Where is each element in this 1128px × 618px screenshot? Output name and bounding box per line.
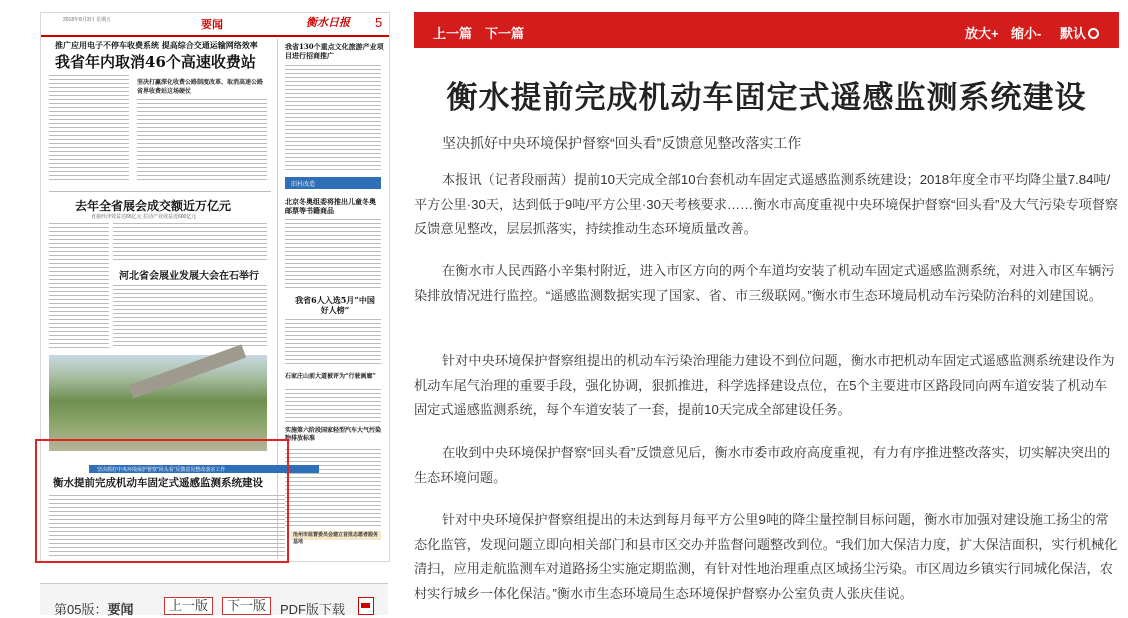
article-paragraph: 在收到中央环境保护督察“回头看”反馈意见后，衡水市委市政府高度重视，有力有序推进整改落实，切实解决突出的生态环境问题。 <box>414 445 1111 485</box>
article-paragraph: 本报讯（记者段丽茜）提前10天完成全部10台套机动车固定式遥感监测系统建设；2018年度全市平均降尘量7.84吨/平方公里·30天，达到低于9吨/平方公里·30天考核要求……衡水市高度重视中央环境保护督察“回头看”及大气污染专项督察反馈意见整改，层层抓落实，持续推动生态环境质量改善。 <box>414 172 1119 236</box>
thumb-headline[interactable]: 石家庄山前大道被评为“行驶画廊” <box>285 373 376 380</box>
thumb-text-block <box>285 449 381 529</box>
pdf-download-link[interactable]: PDF版下载 <box>280 602 346 617</box>
page-nav-footer <box>40 583 388 615</box>
next-page-button[interactable]: 下一版 <box>222 597 271 615</box>
thumb-subheadline: 直接经济效益达65亿元 拉动产业效益近600亿元 <box>91 214 197 220</box>
thumb-text-block <box>285 65 381 173</box>
masthead-logo: 衡水日报 <box>306 17 350 29</box>
pdf-icon[interactable] <box>358 597 374 615</box>
thumb-headline[interactable]: 北京冬奥组委将推出儿童冬奥邮票等书籍商品 <box>285 197 376 215</box>
thumb-headline[interactable]: 我省6人入选5月“中国好人榜” <box>295 295 375 315</box>
article-paragraph: 针对中央环境保护督察组提出的未达到每月每平方公里9吨的降尘量控制目标问题，衡水市加强对建设施工扬尘的常态化监管，发现问题立即向相关部门和县市区交办并监督问题整改到位。“我们加大保洁力度，扩大保洁面积，实行机械化清扫，应用走航监测车对道路扬尘实施定期监测，有针对性地治理重点区域扬尘污染。市区周边乡镇实行同城化保洁，农村实行城乡一体化保洁。”衡水市生态环境局生态环境保护督察办公室负责人张庆佳说。 <box>414 512 1118 601</box>
thumb-text-block <box>285 319 381 367</box>
thumb-headline[interactable]: 沧州市监督委员会建立首批志愿者服务基地 <box>293 532 379 545</box>
feature-banner: 旧村改造 <box>285 177 381 189</box>
thumb-text-block <box>49 75 129 183</box>
thumb-text-block <box>49 223 109 349</box>
thumb-text-block <box>113 223 267 263</box>
thumb-headline[interactable]: 实施第六阶段国家轻型汽车大气污染物排放标准 <box>285 427 382 442</box>
article-subtitle: 坚决抓好中央环境保护督察“回头看”反馈意见整改落实工作 <box>442 135 802 151</box>
zoom-in-button[interactable]: 放大+ <box>965 26 999 41</box>
page-section: 要闻 <box>107 602 134 617</box>
reset-circle-icon <box>1088 28 1099 39</box>
thumb-text-block <box>137 99 267 183</box>
next-article-link[interactable]: 下一篇 <box>485 26 525 41</box>
article-title: 衡水提前完成机动车固定式遥感监测系统建设 <box>446 80 1087 116</box>
highway-photo <box>49 355 267 451</box>
page-section-title: 要闻 <box>201 18 223 31</box>
thumb-headline[interactable]: 河北省会展业发展大会在石举行 <box>119 271 259 282</box>
thumb-text-block <box>285 219 381 289</box>
default-size-button[interactable]: 默认 <box>1060 23 1099 42</box>
thumb-text-block <box>113 285 267 349</box>
section-divider <box>49 191 271 192</box>
thumb-headline-selected[interactable]: 衡水提前完成机动车固定式遥感监测系统建设 <box>53 477 263 489</box>
thumb-headline[interactable]: 我省年内取消46个高速收费站 <box>55 53 256 71</box>
article-subtitle-band: 坚决抓好中央环境保护督察“回头看”反馈意见整改落实工作 <box>89 465 319 473</box>
page-number: 5 <box>375 15 383 30</box>
thumb-headline[interactable]: 我省130个重点文化旅游产业项目进行招商推广 <box>285 42 384 60</box>
thumb-headline[interactable]: 推广应用电子不停车收费系统 提高综合交通运输网络效率 <box>55 40 258 50</box>
article-paragraph: 在衡水市人民西路小辛集村附近，进入市区方向的两个车道均安装了机动车固定式遥感监测系统，对进入市区车辆污染排放情况进行监控。“遥感监测数据实现了国家、省、市三级联网。”衡水市生态环境局机动车污染防治科的刘建国说。 <box>414 263 1115 303</box>
page-date: 2018年8月3日 星期五 <box>63 17 112 23</box>
thumb-headline[interactable]: 坚决打赢深化收费公路制度改革、取消高速公路省界收费站这场硬仗 <box>137 80 264 95</box>
page-label: 第05版：要闻 <box>54 602 134 617</box>
prev-page-button[interactable]: 上一版 <box>164 597 213 615</box>
zoom-out-button[interactable]: 缩小- <box>1011 26 1042 41</box>
article-toolbar <box>414 12 1119 48</box>
article-paragraph: 针对中央环境保护督察组提出的机动车污染治理能力建设不到位问题，衡水市把机动车固定式遥感监测系统建设作为机动车尾气治理的重要手段，强化协调，狠抓推进，科学选择建设点位，在5个主要进市区路段同向两车道安装了机动车固定式遥感监测系统，每个车道安装了一套，提前10天完成全部建设任务。 <box>414 353 1115 417</box>
thumb-headline[interactable]: 去年全省展会成交额近万亿元 <box>75 199 232 213</box>
selected-article-highlight[interactable] <box>35 439 289 563</box>
page-header <box>41 13 389 37</box>
prev-article-link[interactable]: 上一篇 <box>433 26 473 41</box>
thumb-text-block <box>285 389 381 425</box>
